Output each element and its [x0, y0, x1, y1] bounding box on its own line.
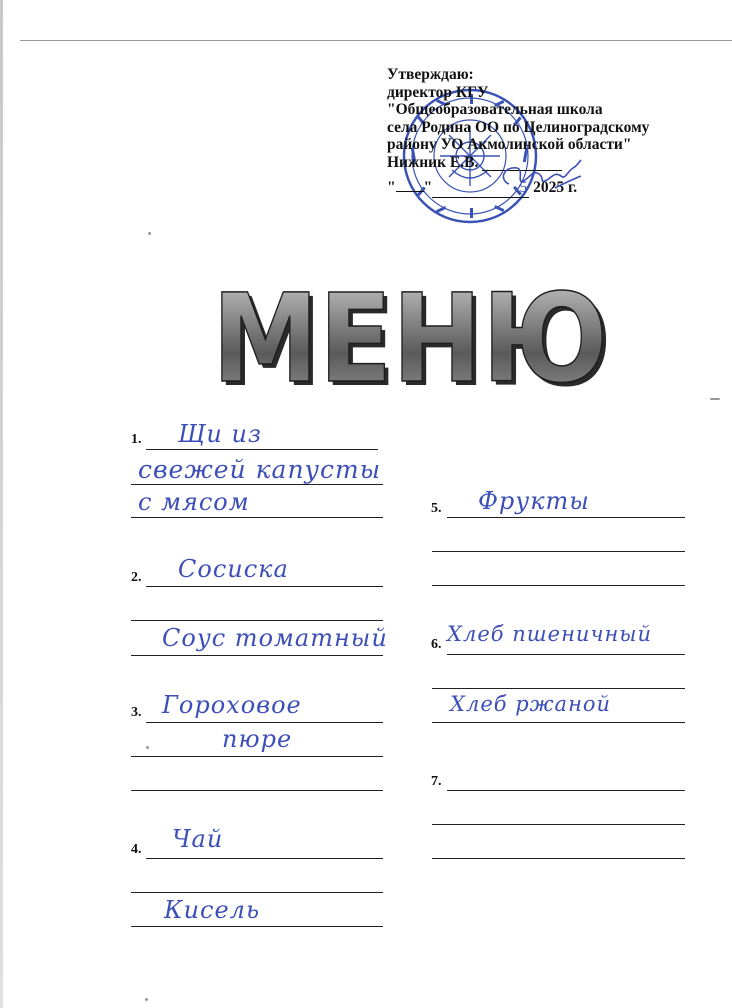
dish-text: Сосиска	[178, 555, 289, 583]
item-line	[131, 484, 383, 485]
item-number: 6.	[431, 637, 442, 652]
item-line	[432, 688, 685, 689]
item-line	[432, 722, 685, 723]
item-line	[146, 586, 383, 587]
scan-speck	[145, 998, 148, 1001]
dish-text: Гороховое	[162, 691, 302, 719]
dish-text: пюре	[222, 725, 293, 753]
approval-school-name: "Общеобразовательная школа	[387, 101, 603, 118]
item-line	[131, 517, 383, 518]
dish-text: с мясом	[138, 488, 250, 516]
item-line	[146, 722, 383, 723]
date-year: 2025 г.	[533, 179, 578, 196]
item-number: 1.	[131, 432, 142, 447]
approval-signer: Нижник Е.В.	[387, 153, 479, 171]
dish-text: Соус томатный	[162, 624, 388, 652]
item-line	[432, 824, 685, 825]
item-line	[432, 858, 685, 859]
approval-position: директор КГУ	[387, 83, 489, 101]
item-line	[447, 654, 685, 655]
dish-text: свежей капусты	[138, 455, 382, 484]
item-line	[447, 517, 685, 518]
scan-speck	[148, 232, 151, 235]
dish-text: Хлеб пшеничный	[447, 622, 652, 646]
item-line	[146, 449, 378, 450]
item-number: 2.	[131, 570, 142, 585]
item-line	[146, 858, 383, 859]
item-number: 7.	[431, 774, 442, 789]
item-line	[432, 585, 685, 586]
dish-text: Чай	[172, 825, 224, 853]
dish-text: Фрукты	[478, 487, 590, 515]
item-line	[131, 655, 383, 656]
dish-text: Хлеб ржаной	[450, 692, 612, 716]
item-line	[447, 790, 685, 791]
item-line	[131, 756, 383, 757]
date-quote-close: "	[423, 179, 433, 196]
item-number: 4.	[131, 842, 142, 857]
dish-text: Щи из	[178, 420, 263, 448]
date-quote-open: "	[387, 179, 396, 196]
menu-title-shadow: МЕНЮ	[216, 278, 612, 393]
scan-speck	[710, 398, 720, 400]
dish-text: Кисель	[164, 896, 261, 924]
item-line	[131, 892, 383, 893]
menu-title-text: МЕНЮ	[212, 278, 608, 393]
item-line	[131, 620, 383, 621]
item-line	[432, 551, 685, 552]
item-line	[131, 790, 383, 791]
scan-speck	[146, 746, 149, 749]
approval-village: села Родина ОО по Целиноградскому	[387, 118, 650, 136]
item-number: 5.	[431, 501, 442, 516]
item-number: 3.	[131, 705, 142, 720]
approval-heading: Утверждаю:	[387, 66, 474, 83]
date-handwritten: 5	[519, 179, 528, 196]
item-line	[131, 926, 383, 927]
approval-district: району УО Акмолинской области"	[387, 136, 632, 153]
